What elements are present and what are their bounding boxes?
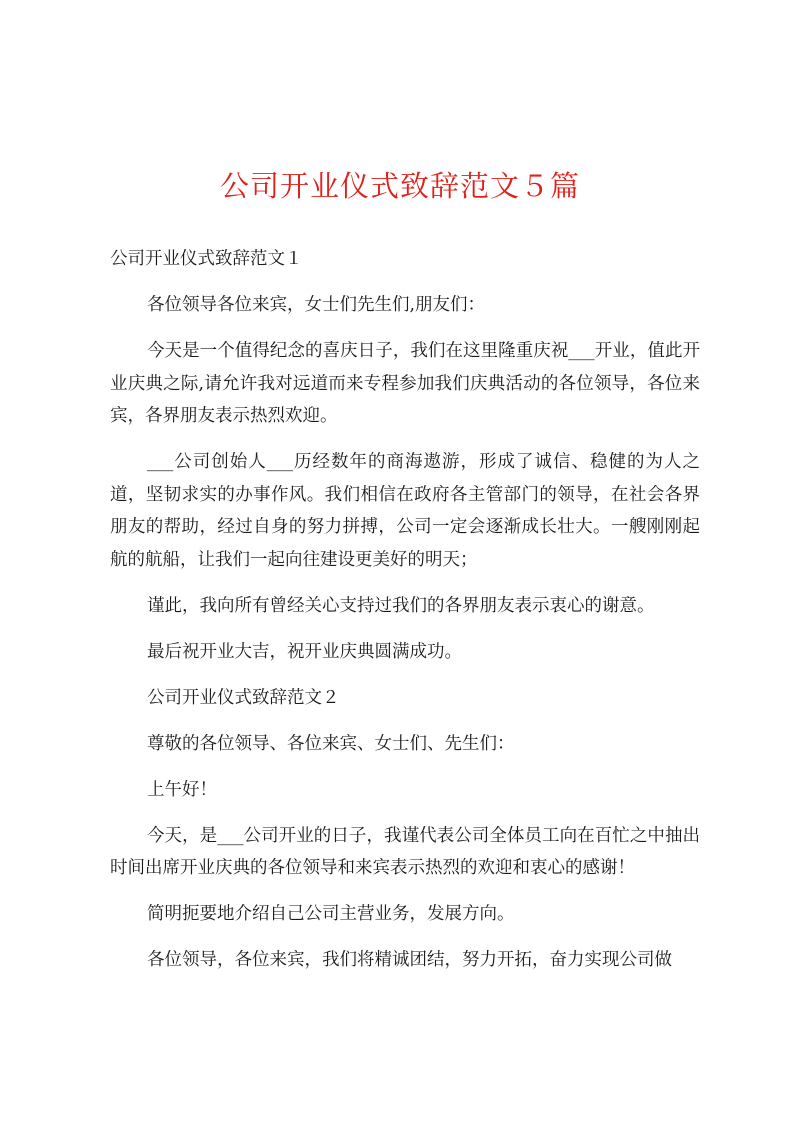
paragraph: 各位领导各位来宾，女士们先生们,朋友们： xyxy=(147,295,486,315)
section-heading: 公司开业仪式致辞范文１ xyxy=(110,249,303,269)
paragraph: ___公司创始人___历经数年的商海遨游，形成了诚信、稳健的为人之道，坚韧求实的办事作风。我们相信在政府各主管部门的领导，在社会各界朋友的帮助，经过自身的努力拼搏，公司一定会逐渐成长壮大。一艘刚刚起航的航船，让我们一起向往建设更美好的明天； xyxy=(110,452,700,570)
paragraph: 今天是一个值得纪念的喜庆日子，我们在这里隆重庆祝___开业，值此开业庆典之际,请允许我对远道而来专程参加我们庆典活动的各位领导，各位来宾，各界朋友表示热烈欢迎。 xyxy=(110,341,700,426)
paragraph: 简明扼要地介绍自己公司主营业务，发展方向。 xyxy=(147,904,515,924)
paragraph: 最后祝开业大吉，祝开业庆典圆满成功。 xyxy=(147,641,462,662)
paragraph: 今天，是___公司开业的日子，我谨代表公司全体员工向在百忙之中抽出时间出席开业庆典的各位领导和来宾表示热烈的欢迎和衷心的感谢！ xyxy=(110,825,700,878)
section-heading: 公司开业仪式致辞范文２ xyxy=(147,687,340,708)
paragraph: 谨此，我向所有曾经关心支持过我们的各界朋友表示衷心的谢意。 xyxy=(147,595,655,616)
paragraph: 上午好！ xyxy=(147,779,217,800)
document-body xyxy=(110,243,700,990)
document-title: 公司开业仪式致辞范文５篇 xyxy=(219,169,580,203)
paragraph: 尊敬的各位领导、各位来宾、女士们、先生们： xyxy=(147,733,515,754)
paragraph: 各位领导，各位来宾，我们将精诚团结，努力开拓，奋力实现公司做 xyxy=(147,950,672,970)
